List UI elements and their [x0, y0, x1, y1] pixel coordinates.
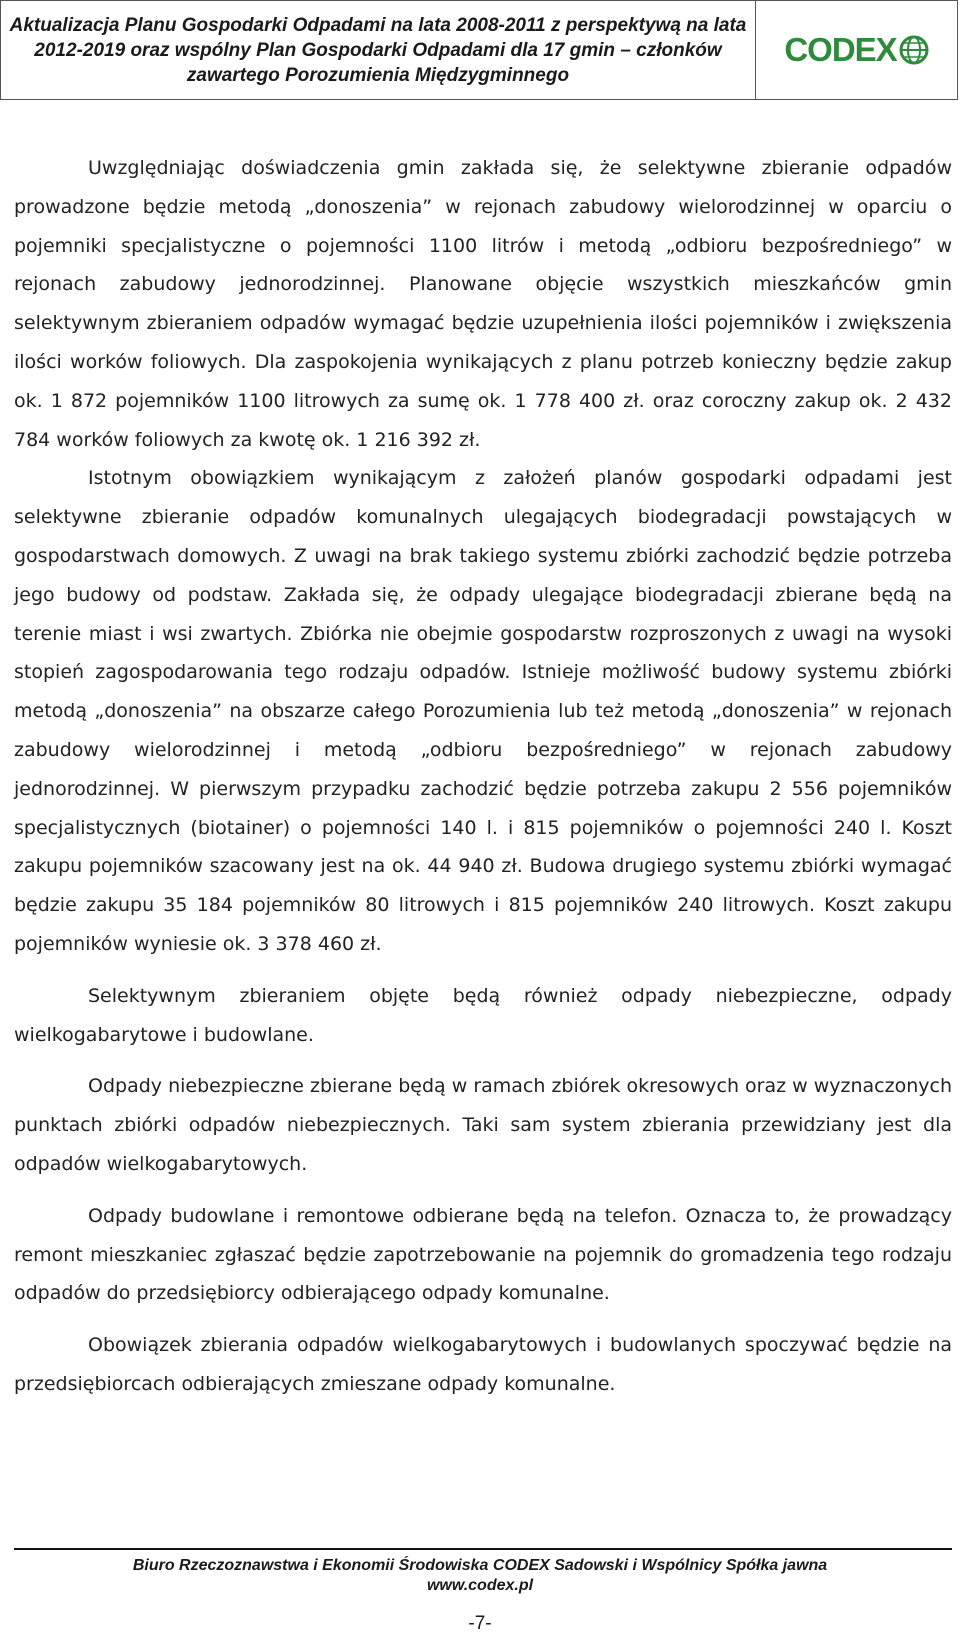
main-text: [14, 149, 952, 1404]
paragraph: Istotnym obowiązkiem wynikającym z założeń planów gospodarki odpadami jest selektywne zbieranie odpadów komunalnych ulegających biodegradacji powstających w gospodarstwach domowych. Z uwagi na brak takiego systemu zbiórki zachodzić będzie potrzeba jego budowy od podstaw. Zakłada się, że odpady ulegające biodegradacji zbierane będą na terenie miast i wsi zwartych. Zbiórka nie obejmie gospodarstw rozproszonych z uwagi na wysoki stopień zagospodarowania tego rodzaju odpadów. Istnieje możliwość budowy systemu zbiórki metodą „donoszenia” na obszarze całego Porozumienia lub też metodą „donoszenia” w rejonach zabudowy wielorodzinnej i metodą „odbioru bezpośredniego” w rejonach zabudowy jednorodzinnej. W pierwszym przypadku zachodzić będzie potrzeba zakupu 2 556 pojemników specjalistycznych (biotainer) o pojemności 140 l. i 815 pojemników o pojemności 240 l. Koszt zakupu pojemników szacowany jest na ok. 44 940 zł. Budowa drugiego systemu zbiórki wymagać będzie zakupu 35 184 pojemników 80 litrowych i 815 pojemników 240 litrowych. Koszt zakupu pojemników wyniesie ok. 3 378 460 zł.: [14, 467, 952, 955]
footer-company: Biuro Rzeczoznawstwa i Ekonomii Środowiska CODEX Sadowski i Wspólnicy Spółka jawna: [132, 1557, 828, 1574]
paragraph: Odpady budowlane i remontowe odbierane będą na telefon. Oznacza to, że prowadzący remont mieszkaniec zgłaszać będzie zapotrzebowanie na pojemnik do gromadzenia tego rodzaju odpadów do przedsiębiorcy odbierającego odpady komunalne.: [14, 1204, 952, 1305]
paragraph: Selektywnym zbieraniem objęte będą również odpady niebezpieczne, odpady wielkogabarytowe i budowlane.: [14, 984, 952, 1046]
paragraph: Uwzględniając doświadczenia gmin zakłada się, że selektywne zbieranie odpadów prowadzone będzie metodą „donoszenia” w rejonach zabudowy wielorodzinnej w oparciu o pojemniki specjalistyczne o pojemności 1100 litrów i metodą „odbioru bezpośredniego” w rejonach zabudowy jednorodzinnej. Planowane objęcie wszystkich mieszkańców gmin selektywnym zbieraniem odpadów wymagać będzie uzupełnienia ilości pojemników i zwiększenia ilości worków foliowych. Dla zaspokojenia wynikających z planu potrzeb konieczny będzie zakup ok. 1 872 pojemników 1100 litrowych za sumę ok. 1 778 400 zł. oraz coroczny zakup ok. 2 432 784 worków foliowych za kwotę ok. 1 216 392 zł.: [14, 157, 952, 451]
document-title: Aktualizacja Planu Gospodarki Odpadami na lata 2008-2011 z perspektywą na lata 2012-2019 oraz wspólny Plan Gospodarki Odpadami dla 17 gmin – członków zawartego Porozumienia Międzygminnego: [1, 1, 756, 99]
logo-text: CODEX: [784, 31, 897, 68]
paragraph: Obowiązek zbierania odpadów wielkogabarytowych i budowlanych spoczywać będzie na przedsiębiorcach odbierających zmieszane odpady komunalne.: [14, 1334, 952, 1395]
globe-icon: [899, 35, 929, 65]
footer-url[interactable]: www.codex.pl: [426, 1577, 534, 1594]
paragraph: Odpady niebezpieczne zbierane będą w ramach zbiórek okresowych oraz w wyznaczonych punktach zbiórki odpadów niebezpiecznych. Taki sam system zbierania przewidziany jest dla odpadów wielkogabarytowych.: [14, 1075, 952, 1175]
page-number: -7-: [468, 1613, 492, 1634]
footer-divider: [14, 1548, 952, 1550]
page-header: [0, 0, 958, 100]
codex-logo: [756, 1, 957, 99]
